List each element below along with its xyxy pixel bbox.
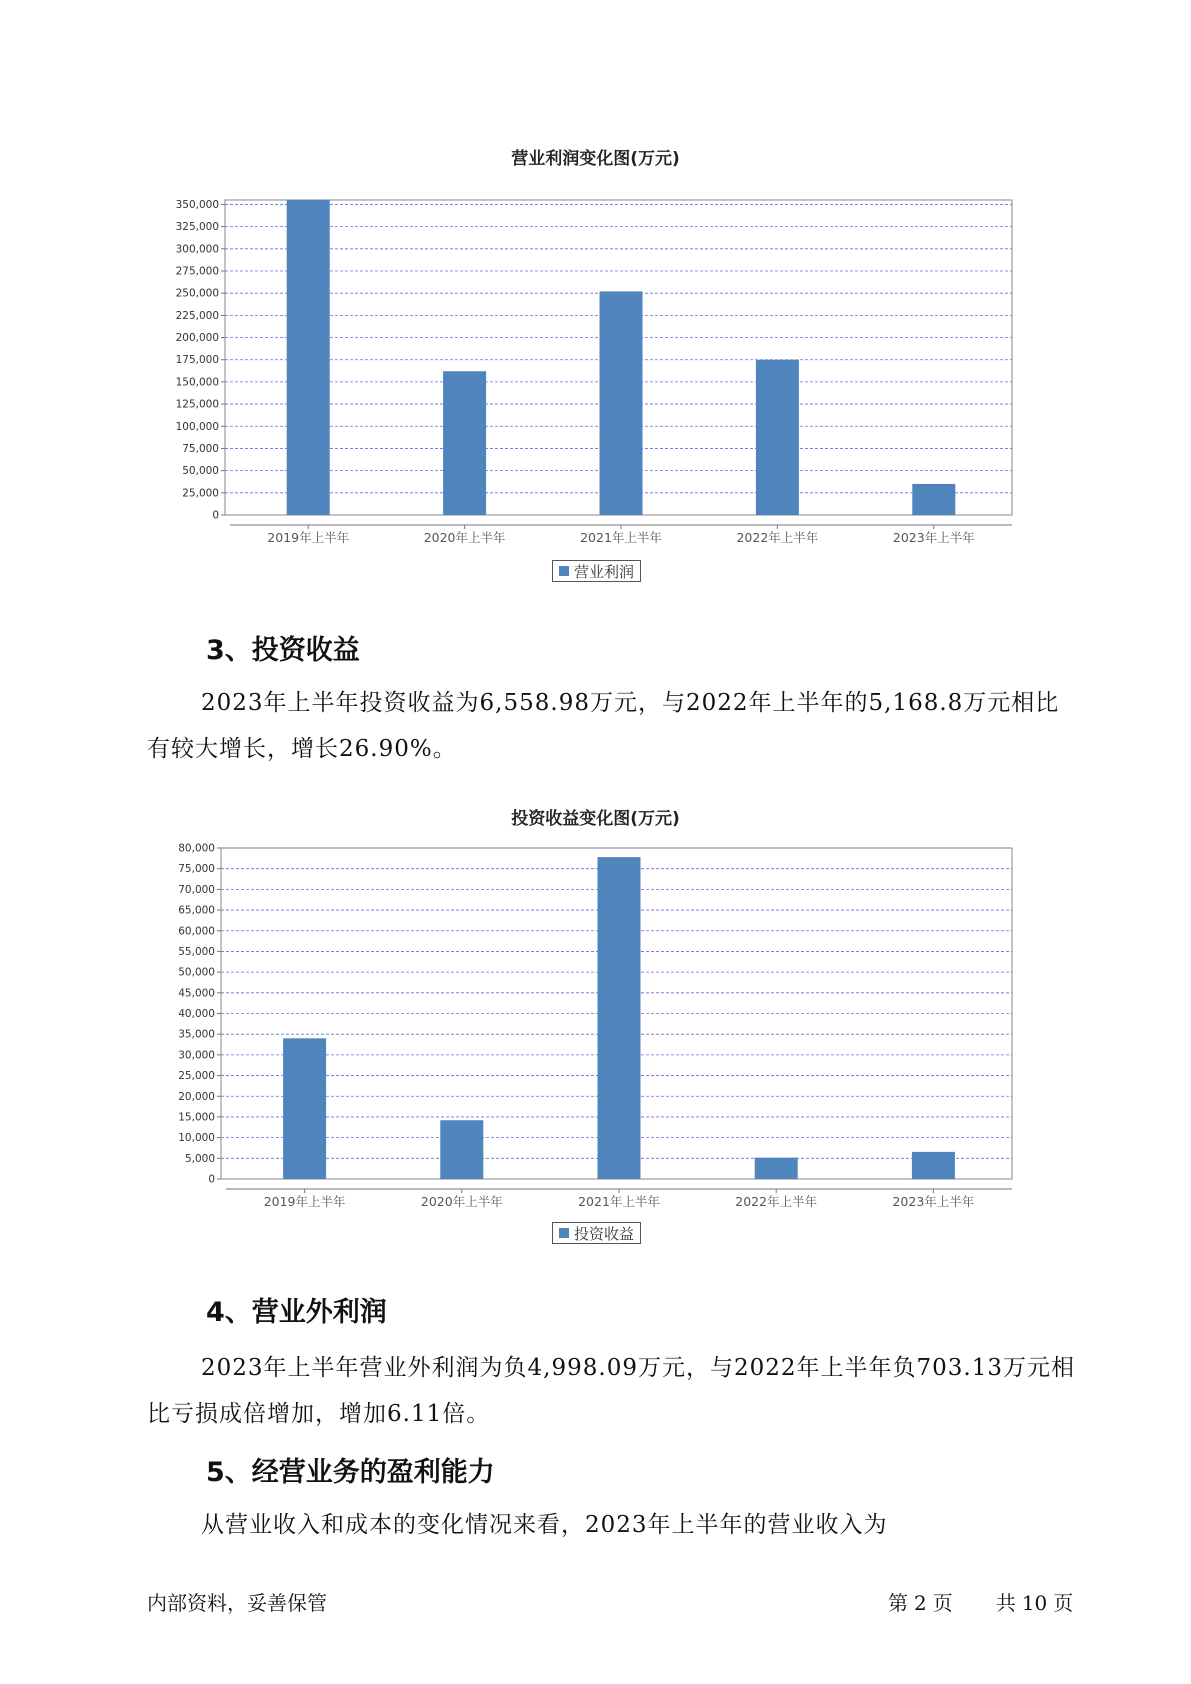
footer-page-indicator [885, 1587, 1076, 1616]
x-tick-label: 2023年上半年 [892, 1194, 975, 1209]
page-suffix: 页 [932, 1591, 953, 1615]
x-tick-label: 2019年上半年 [263, 1194, 346, 1209]
paragraph-investment-income: 2023年上半年投资收益为6,558.98万元，与2022年上半年的5,168.8万元相比有较大增长，增长26.90%。 [147, 690, 1060, 762]
y-tick-label: 0 [212, 509, 219, 522]
y-tick-label: 275,000 [175, 265, 219, 278]
y-tick-label: 40,000 [178, 1008, 215, 1020]
legend-investment-income [552, 1222, 641, 1244]
x-tick-label: 2023年上半年 [892, 530, 975, 545]
paragraph-non-operating-profit: 2023年上半年营业外利润为负4,998.09万元，与2022年上半年负703.13万元相比亏损成倍增加，增加6.11倍。 [147, 1355, 1075, 1427]
legend-swatch [559, 566, 569, 576]
x-tick-label: 2020年上半年 [423, 530, 506, 545]
y-tick-label: 70,000 [178, 883, 215, 896]
y-tick-label: 10,000 [178, 1132, 215, 1145]
y-tick-label: 200,000 [175, 332, 219, 345]
y-tick-label: 150,000 [175, 376, 219, 389]
y-tick-label: 300,000 [175, 243, 219, 256]
y-tick-label: 250,000 [175, 287, 219, 300]
section-heading-non-operating-profit: 4、营业外利润 [206, 1297, 387, 1328]
y-tick-label: 350,000 [175, 198, 219, 211]
bar [283, 1038, 326, 1179]
y-tick-label: 80,000 [178, 842, 215, 855]
chart-title-operating-profit: 营业利润变化图(万元) [511, 149, 680, 169]
y-tick-label: 15,000 [178, 1111, 215, 1124]
bar [440, 1120, 483, 1179]
x-tick-label: 2022年上半年 [735, 1194, 818, 1209]
y-tick-label: 55,000 [178, 945, 215, 958]
page-prefix: 第 [888, 1591, 908, 1615]
y-tick-label: 50,000 [182, 465, 219, 478]
y-tick-label: 100,000 [175, 420, 219, 433]
footer-confidential-note: 内部资料，妥善保管 [147, 1591, 327, 1615]
x-tick-label: 2019年上半年 [267, 530, 350, 545]
x-tick-label: 2022年上半年 [736, 530, 819, 545]
y-tick-label: 75,000 [178, 863, 215, 876]
total-suffix: 页 [1053, 1591, 1074, 1615]
y-tick-label: 45,000 [178, 987, 215, 1000]
legend-swatch [559, 1228, 569, 1238]
total-pages: 10 [1021, 1591, 1048, 1615]
bar [600, 291, 643, 515]
bar [756, 360, 799, 515]
operating-profit-chart [0, 170, 1191, 590]
y-tick-label: 25,000 [178, 1070, 215, 1083]
y-tick-label: 50,000 [178, 966, 215, 979]
bar [912, 484, 955, 515]
y-tick-label: 25,000 [182, 487, 219, 500]
y-tick-label: 35,000 [178, 1028, 215, 1041]
y-tick-label: 75,000 [182, 442, 219, 455]
bar [443, 371, 486, 515]
y-tick-label: 65,000 [178, 904, 215, 917]
y-tick-label: 20,000 [178, 1090, 215, 1103]
paragraph-profitability: 从营业收入和成本的变化情况来看，2023年上半年的营业收入为 [201, 1512, 888, 1538]
y-tick-label: 60,000 [178, 925, 215, 938]
legend-operating-profit [552, 560, 641, 582]
y-tick-label: 0 [208, 1173, 215, 1186]
section-heading-investment-income: 3、投资收益 [206, 635, 360, 666]
y-tick-label: 30,000 [178, 1049, 215, 1062]
bar [755, 1158, 798, 1179]
chart-title-investment-income: 投资收益变化图(万元) [511, 809, 680, 829]
page-number: 2 [914, 1591, 927, 1615]
legend-label: 营业利润 [574, 562, 635, 581]
bar [598, 857, 641, 1179]
y-tick-label: 225,000 [175, 309, 219, 322]
x-tick-label: 2021年上半年 [578, 1194, 660, 1209]
total-prefix: 共 [995, 1591, 1016, 1615]
x-tick-label: 2020年上半年 [420, 1194, 503, 1209]
bar [912, 1152, 955, 1179]
y-tick-label: 325,000 [175, 221, 219, 234]
y-tick-label: 125,000 [175, 398, 219, 411]
legend-label: 投资收益 [574, 1224, 635, 1243]
y-tick-label: 5,000 [184, 1152, 215, 1165]
investment-income-chart [0, 830, 1191, 1240]
y-tick-label: 175,000 [175, 354, 219, 367]
section-heading-profitability: 5、经营业务的盈利能力 [206, 1457, 495, 1488]
x-tick-label: 2021年上半年 [580, 530, 662, 545]
bar [287, 200, 330, 515]
